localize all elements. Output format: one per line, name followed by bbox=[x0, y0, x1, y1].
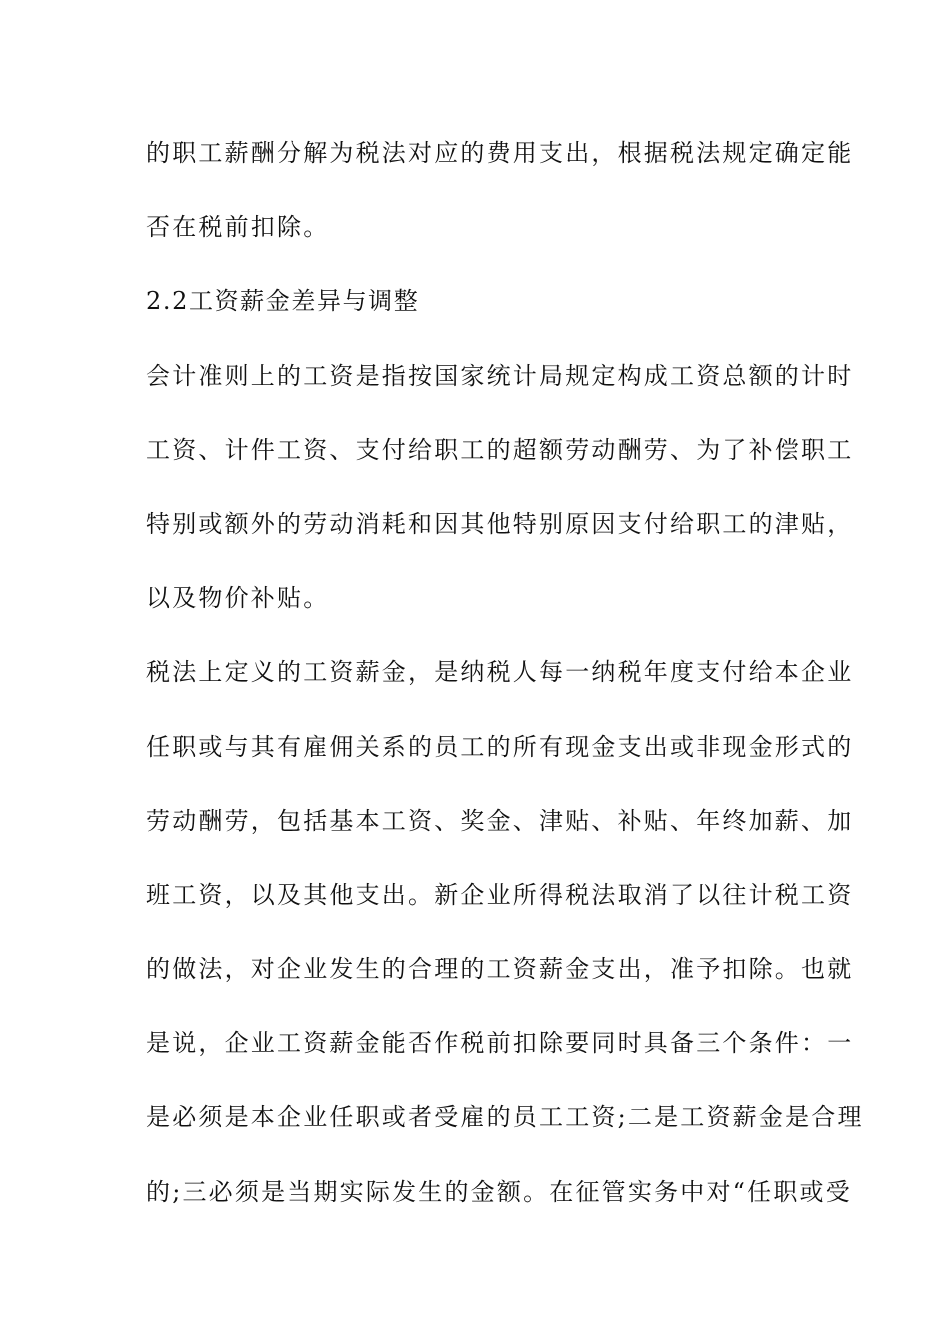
text-line-5: 工资、计件工资、支付给职工的超额劳动酬劳、为了补偿职工 bbox=[146, 435, 854, 464]
text-line-11: 班工资，以及其他支出。新企业所得税法取消了以往计税工资 bbox=[146, 880, 854, 909]
text-line-9: 任职或与其有雇佣关系的员工的所有现金支出或非现金形式的 bbox=[146, 732, 854, 761]
text-line-6: 特别或额外的劳动消耗和因其他特别原因支付给职工的津贴， bbox=[146, 509, 854, 538]
section-heading: 2.2工资薪金差异与调整 bbox=[146, 287, 420, 316]
text-line-1: 的职工薪酬分解为税法对应的费用支出，根据税法规定确定能 bbox=[146, 139, 854, 167]
text-line-12: 的做法，对企业发生的合理的工资薪金支出，准予扣除。也就 bbox=[146, 955, 854, 984]
text-line-8: 税法上定义的工资薪金，是纳税人每一纳税年度支付给本企业 bbox=[146, 658, 854, 687]
text-line-10: 劳动酬劳，包括基本工资、奖金、津贴、补贴、年终加薪、加 bbox=[146, 806, 854, 835]
text-line-13: 是说，企业工资薪金能否作税前扣除要同时具备三个条件：一 bbox=[146, 1029, 854, 1058]
text-line-7: 以及物价补贴。 bbox=[146, 584, 330, 613]
body-text bbox=[146, 127, 864, 1240]
text-line-2: 否在税前扣除。 bbox=[146, 213, 330, 242]
text-line-15: 的;三必须是当期实际发生的金额。在征管实务中对“任职或受 bbox=[146, 1177, 852, 1206]
text-line-4: 会计准则上的工资是指按国家统计局规定构成工资总额的计时 bbox=[146, 361, 854, 390]
text-line-14: 是必须是本企业任职或者受雇的员工工资;二是工资薪金是合理 bbox=[146, 1103, 864, 1132]
